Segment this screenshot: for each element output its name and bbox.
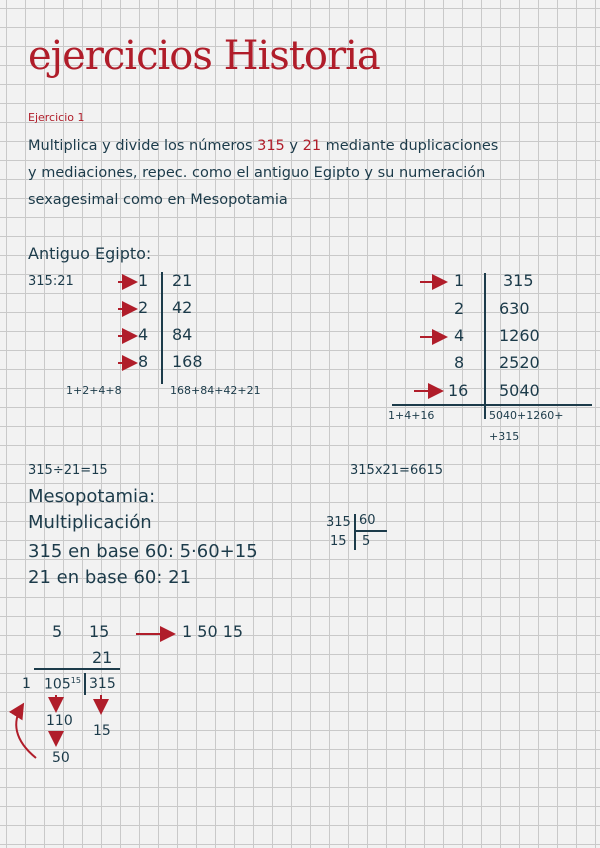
mult-right-315: 315 [503, 271, 534, 290]
egypt-right-84: 84 [172, 325, 193, 344]
mult-left-16: 16 [448, 381, 469, 400]
table-row-mid [44, 677, 81, 692]
statement-number-315: 315 [257, 138, 285, 154]
statement-text: Multiplica y divide los números [28, 138, 258, 154]
table-row-mid-value: 105 [44, 676, 71, 693]
table-horizontal-line [34, 668, 120, 670]
table-multiplier: 21 [92, 648, 113, 667]
table-row-right: 315 [89, 676, 116, 692]
div-divisor: 60 [359, 513, 376, 528]
table-vertical-line [84, 673, 86, 695]
div-remainder: 15 [330, 534, 347, 549]
meso-base-315: 315 en base 60: 5·60+15 [28, 541, 258, 562]
mult-horizontal-line [392, 404, 592, 406]
egypt-sum-left: 1+2+4+8 [66, 384, 122, 397]
egypt-sum-right: 168+84+42+21 [170, 384, 261, 397]
statement-line-2: y mediaciones, repec. como el antiguo Egipto y su numeración [28, 165, 486, 181]
mult-sum-right-1: 5040+1260+ [489, 409, 564, 422]
mult-right-630: 630 [499, 299, 530, 318]
div-vertical-line [354, 514, 356, 550]
statement-text: mediante duplicaciones [321, 138, 499, 154]
statement-text: y [284, 138, 303, 154]
table-row-mid-superscript: 15 [70, 676, 81, 685]
table-below-mid: 110 [46, 713, 73, 729]
curved-arrow-icon [16, 706, 36, 758]
egypt-result: 315÷21=15 [28, 463, 108, 478]
egypt-heading: Antiguo Egipto: [28, 244, 152, 263]
egypt-right-21: 21 [172, 271, 193, 290]
table-below-right: 15 [93, 723, 111, 739]
egypt-problem: 315:21 [28, 274, 74, 289]
egypt-right-42: 42 [172, 298, 193, 317]
div-horizontal-line [355, 530, 387, 532]
meso-heading: Mesopotamia: [28, 486, 156, 507]
egypt-left-8: 8 [138, 352, 149, 371]
mult-left-2: 2 [454, 299, 465, 318]
page-title: ejercicios Historia [28, 33, 380, 79]
statement-line-1 [28, 139, 498, 154]
mult-sum-left: 1+4+16 [388, 409, 435, 422]
mult-right-5040: 5040 [499, 381, 540, 400]
statement-number-21: 21 [302, 138, 322, 154]
mult-result: 315x21=6615 [350, 463, 444, 478]
meso-subheading: Multiplicación [28, 512, 152, 533]
table-top-15: 15 [89, 622, 110, 641]
mult-sum-right-2: +315 [489, 430, 520, 443]
egypt-left-4: 4 [138, 325, 149, 344]
mult-right-1260: 1260 [499, 326, 540, 345]
egypt-left-1: 1 [138, 271, 149, 290]
mult-left-4: 4 [454, 326, 465, 345]
mult-left-1: 1 [454, 271, 465, 290]
egypt-vertical-line [161, 272, 163, 384]
mult-right-2520: 2520 [499, 353, 540, 372]
div-dividend: 315 [326, 515, 351, 530]
mult-vertical-line [484, 273, 486, 419]
table-row-left: 1 [22, 676, 31, 692]
mult-left-8: 8 [454, 353, 465, 372]
exercise-label: Ejercicio 1 [28, 111, 85, 124]
egypt-right-168: 168 [172, 352, 203, 371]
statement-line-3: sexagesimal como en Mesopotamia [28, 192, 288, 208]
meso-base-21: 21 en base 60: 21 [28, 567, 192, 588]
div-quotient: 5 [362, 534, 371, 549]
egypt-left-2: 2 [138, 298, 149, 317]
table-top-5: 5 [52, 622, 63, 641]
table-result: 1 50 15 [182, 622, 244, 641]
table-bottom: 50 [52, 750, 70, 766]
